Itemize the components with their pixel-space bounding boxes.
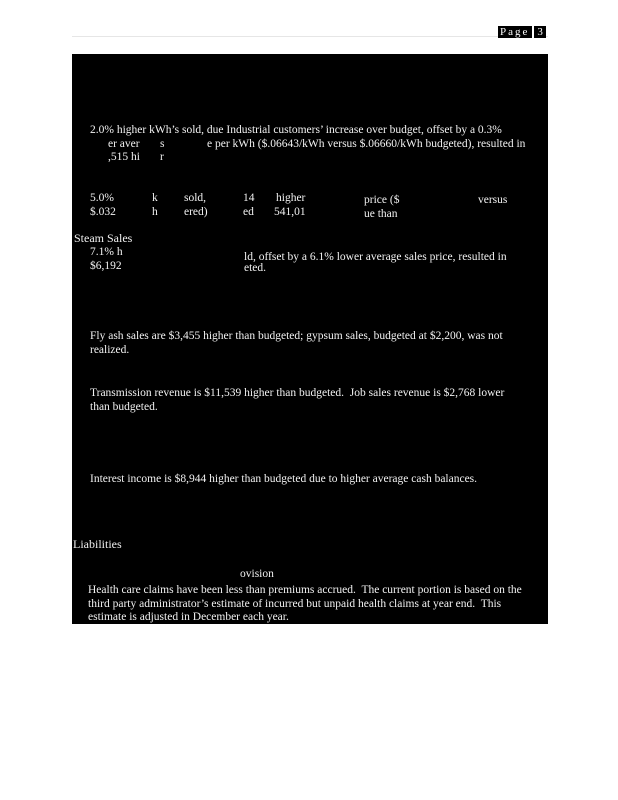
kwh-line-3a: ,515 hi [108,151,140,163]
liabilities-line-3: estimate is adjusted in December each year. [88,611,289,623]
transmission-line-1: Transmission revenue is $11,539 higher than budgeted. Job sales revenue is $2,768 lower [90,387,505,399]
page-word: Page [498,26,532,38]
liabilities-line-2: third party administrator’s estimate of incurred but unpaid health claims at year end. This [88,598,502,610]
fragment-r1c7: versus [478,194,508,206]
fragment-r2c3: ered) [184,206,208,218]
interest-income-line: Interest income is $8,944 higher than budgeted due to higher average cash balances. [90,473,478,485]
kwh-line-2b: s [160,138,165,150]
steam-line-1b: ld, offset by a 6.1% lower average sales price, resulted in [244,251,507,263]
kwh-line-3b: r [160,151,164,163]
fragment-r1c4: 14 [243,192,255,204]
liabilities-line-1: Health care claims have been less than premiums accrued. The current portion is based on the [88,584,522,596]
scanned-text-block [72,54,548,624]
steam-sales-heading: Steam Sales [74,231,133,245]
kwh-line-1: 2.0% higher kWh’s sold, due Industrial customers’ increase over budget, offset by a 0.3% [90,124,502,136]
fragment-r2c6: ue than [364,208,398,220]
kwh-line-2a: er aver [108,138,140,150]
header-rule [72,36,548,37]
fly-ash-line-2: realized. [90,344,130,356]
steam-line-2a: $6,192 [90,260,122,272]
fly-ash-line-1: Fly ash sales are $3,455 higher than budgeted; gypsum sales, budgeted at $2,200, was not [90,330,503,342]
fragment-r1c5: higher [276,192,306,204]
kwh-line-2c: e per kWh ($.06643/kWh versus $.06660/kWh budgeted), resulted in [207,138,526,150]
liabilities-heading: Liabilities [73,537,122,551]
fragment-r1c6: price ($ [364,194,400,206]
liabilities-subheading: ovision [240,568,274,580]
fragment-r2c5: 541,01 [274,206,306,218]
steam-line-1a: 7.1% h [90,246,123,258]
steam-line-2b: eted. [244,262,267,274]
transmission-line-2: than budgeted. [90,401,158,413]
fragment-r2c2: h [152,206,158,218]
fragment-r2c1: $.032 [90,206,116,218]
fragment-r1c1: 5.0% [90,192,114,204]
fragment-r1c3: sold, [184,192,207,204]
page-number-label [498,26,546,38]
fragment-r2c4: ed [243,206,254,218]
page-number: 3 [534,26,546,38]
fragment-r1c2: k [152,192,158,204]
